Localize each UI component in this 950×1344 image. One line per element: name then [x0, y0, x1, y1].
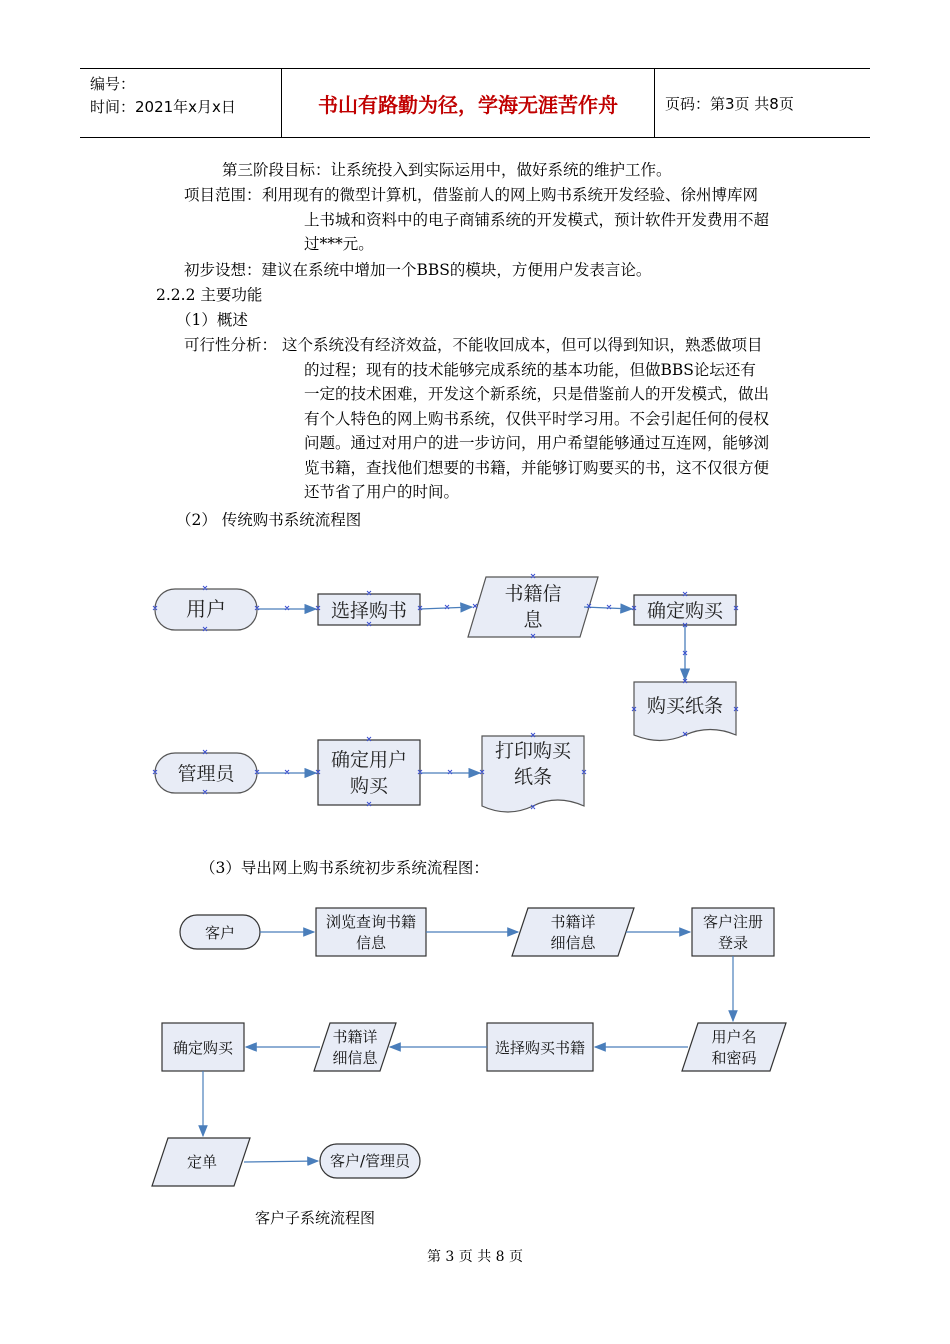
confirm-user-label-2: 购买 — [349, 775, 389, 797]
print-slip-label-1: 打印购买 — [494, 740, 572, 762]
feasibility-line: 的过程；现有的技术能够完成系统的基本功能，但做BBS论坛还有 — [304, 360, 756, 379]
traditional-flow-heading: （2） 传统购书系统流程图 — [176, 511, 362, 529]
browse-label-1: 浏览查询书籍 — [325, 913, 417, 931]
online-flowchart — [152, 908, 786, 1186]
traditional-flowchart — [153, 574, 738, 812]
book-detail-2-label-1: 书籍详 — [332, 1028, 378, 1046]
feasibility-line: 有个人特色的网上购书系统，仅供平时学习用。不会引起任何的侵权 — [304, 409, 770, 428]
scope-line: 过***元。 — [304, 235, 374, 253]
confirm-purchase-2-label: 确定购买 — [172, 1039, 234, 1057]
initial-idea: 初步设想：建议在系统中增加一个BBS的模块，方便用户发表言论。 — [184, 261, 652, 279]
admin-label: 管理员 — [177, 763, 235, 785]
customer-admin-label: 客户/管理员 — [329, 1152, 411, 1170]
section-heading: 2.2.2 主要功能 — [156, 286, 263, 304]
figure-caption: 客户子系统流程图 — [255, 1209, 376, 1227]
overview-heading: （1）概述 — [176, 311, 248, 329]
feasibility-line: 一定的技术困难，开发这个新系统，只是借鉴前人的开发模式，做出 — [304, 385, 770, 403]
book-detail-1-label-2: 细信息 — [550, 934, 596, 952]
register-login-label-2: 登录 — [717, 934, 749, 952]
purchase-slip-label: 购买纸条 — [646, 695, 724, 717]
feasibility-line: 问题。通过对用户的进一步访问，用户希望能够通过互连网，能够浏 — [304, 434, 770, 452]
confirm-purchase-label: 确定购买 — [646, 600, 724, 622]
scope-line: 上书城和资料中的电子商铺系统的开发模式，预计软件开发费用不超 — [304, 210, 770, 229]
username-password-label-1: 用户名 — [711, 1028, 757, 1046]
scope-label: 项目范围： — [184, 186, 262, 204]
feasibility-line: 览书籍，查找他们想要的书籍，并能够订购要买的书，这不仅很方便 — [304, 458, 770, 477]
browse-label-2: 信息 — [355, 934, 387, 952]
book-info-label-2: 息 — [523, 609, 543, 631]
time-label: 时间：2021年x月x日 — [90, 98, 236, 116]
order-label: 定单 — [186, 1153, 218, 1171]
online-flow-heading: （3）导出网上购书系统初步系统流程图： — [200, 859, 489, 877]
user-label: 用户 — [186, 597, 226, 621]
feasibility-line: 还节省了用户的时间。 — [304, 483, 460, 501]
choose-book-label: 选择购书 — [330, 600, 408, 622]
register-login-label-1: 客户注册 — [702, 913, 764, 931]
scope-line: 利用现有的微型计算机，借鉴前人的网上购书系统开发经验、徐州博库网 — [262, 186, 759, 204]
feasibility-line: 这个系统没有经济效益，不能收回成本，但可以得到知识，熟悉做项目 — [282, 336, 763, 354]
username-password-label-2: 和密码 — [711, 1049, 757, 1067]
arrow-order-customer-admin — [244, 1161, 318, 1162]
number-label: 编号： — [90, 75, 136, 93]
feasibility-label: 可行性分析： — [184, 336, 278, 354]
header-page-info: 页码：第3页 共8页 — [665, 94, 794, 113]
customer-label: 客户 — [204, 924, 236, 942]
page-footer: 第 3 页 共 8 页 — [426, 1249, 524, 1265]
print-slip-label-2: 纸条 — [513, 766, 553, 788]
confirm-user-label-1: 确定用户 — [330, 749, 408, 771]
stage3-goal: 第三阶段目标：让系统投入到实际运用中，做好系统的维护工作。 — [222, 161, 672, 179]
book-detail-1-label-1: 书籍详 — [550, 913, 596, 931]
select-book-label: 选择购买书籍 — [494, 1039, 586, 1057]
book-info-label-1: 书籍信 — [504, 583, 562, 605]
header-motto: 书山有路勤为径，学海无涯苦作舟 — [282, 69, 655, 137]
book-detail-2-label-2: 细信息 — [332, 1049, 378, 1067]
